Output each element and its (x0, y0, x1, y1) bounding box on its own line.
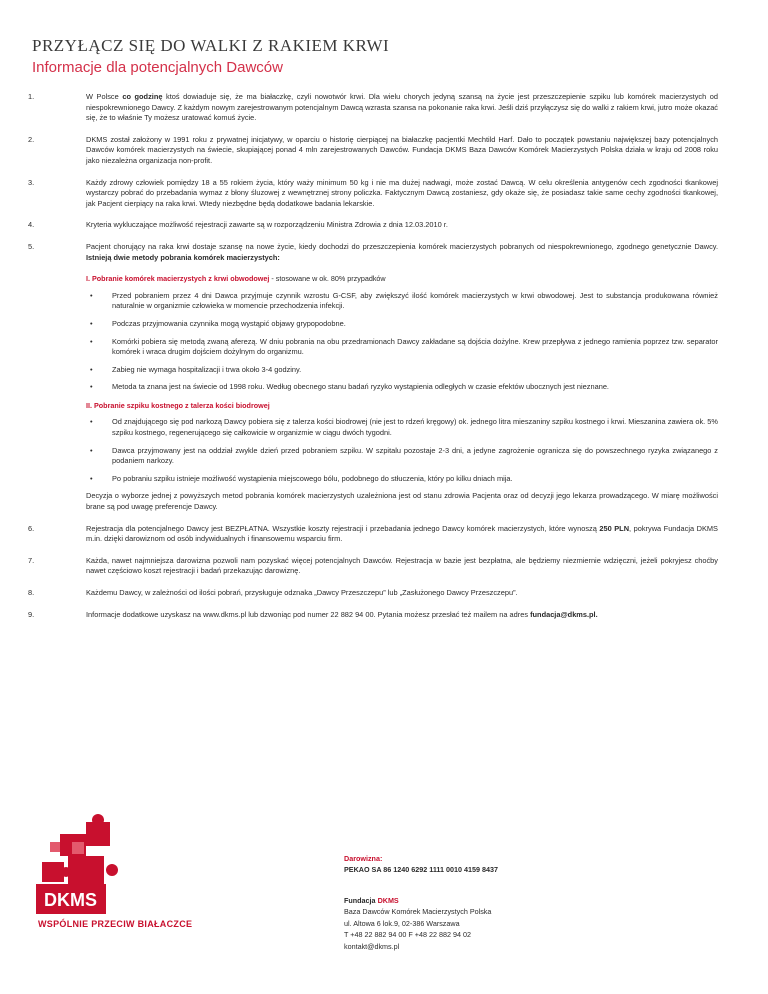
foundation-address: ul. Altowa 6 lok.9, 02-386 Warszawa (344, 918, 460, 928)
foundation-name (344, 895, 664, 906)
method-2-bullets (86, 417, 718, 484)
method-1-title: I. Pobranie komórek macierzystych z krwi obwodowej (86, 274, 270, 284)
bullet-text: Dawca przyjmowany jest na oddział zwykle dzień przed pobraniem szpiku. W szpitalu pozostaje 2-3 dni, a jedyne zagrożenie ogranicza się do powszechnego ryzyka związanego z podaniem narkozy. (112, 445, 718, 466)
list-item (86, 446, 718, 467)
bullet-icon: • (90, 364, 93, 374)
item-text (86, 524, 718, 545)
item-number: 9. (28, 609, 35, 619)
info-list (28, 92, 718, 631)
item-text (86, 135, 718, 167)
page-title: PRZYŁĄCZ SIĘ DO WALKI Z RAKIEM KRWI (32, 36, 390, 55)
logo-text: DKMS (44, 890, 97, 910)
foundation-contact (344, 895, 664, 952)
list-item (86, 319, 718, 330)
bullet-icon: • (90, 290, 93, 300)
text-run: Pacjent chorujący na raka krwi dostaje szansę na nowe życie, kiedy dochodzi do przeszczepienia komórek macierzystych pobranych od niespokrewnionego, zgodnego genetycznie Dawcy. (86, 241, 718, 251)
item-text (86, 178, 718, 210)
list-item (28, 524, 718, 545)
list-item (28, 220, 718, 231)
list-item (86, 474, 718, 485)
slogan: WSPÓLNIE PRZECIW BIAŁACZCE (38, 919, 193, 929)
list-item (86, 365, 718, 376)
list-item (86, 337, 718, 358)
text-run: Każdemu Dawcy, w zależności od ilości pobrań, przysługuje odznaka „Dawcy Przeszczepu” lub „Zasłużonego Dawcy Przeszczepu”. (86, 588, 518, 597)
method-2-heading: II. Pobranie szpiku kostnego z talerza kości biodrowej (86, 400, 270, 410)
bullet-text: Komórki pobiera się metodą zwaną aferezą. W dniu pobrania na obu przedramionach Dawcy zakładane są dojścia dożylne. Krew przepływa z jednego ramienia poprzez tzw. separator komórek i wraca drugim dojściem dożylnym do organizmu. (112, 336, 718, 357)
text-run: Każda, nawet najmniejsza darowizna pozwoli nam pozyskać więcej potencjalnych Dawców. Rejestracja w bazie jest bezpłatna, ale będziemy niezmiernie wdzięczni, jeżeli pokryjesz choćby nawet częściowo koszt rejestracji i badań przekazując darowiznę. (86, 555, 718, 576)
bullet-text: Przed pobraniem przez 4 dni Dawca przyjmuje czynnik wzrostu G-CSF, aby zwiększyć ilość komórek macierzystych w krwi obwodowej. Jest to substancja produkowana również naturalnie w organizmie człowieka w momencie przechodzenia infekcji. (112, 290, 718, 311)
foundation-brand: DKMS (377, 896, 399, 905)
item-text (86, 242, 718, 263)
item-number: 4. (28, 220, 35, 230)
method-1-note: - stosowane w ok. 80% przypadków (269, 274, 386, 284)
item-text (86, 610, 718, 621)
foundation-email[interactable]: kontakt@dkms.pl (344, 941, 400, 951)
item-number: 1. (28, 92, 35, 101)
bullet-text: Metoda ta znana jest na świecie od 1998 roku. Według obecnego stanu badań ryzyko wystąpienia odległych w czasie efektów ubocznych jest nieznane. (112, 382, 609, 392)
item-number: 2. (28, 134, 35, 144)
foundation-prefix: Fundacja (344, 896, 378, 905)
text-run: Kryteria wykluczające możliwość rejestracji zawarte są w rozporządzeniu Ministra Zdrowia z dnia 12.03.2010 r. (86, 220, 448, 230)
text-run: 250 PLN (599, 523, 630, 533)
item-text (86, 220, 718, 231)
list-item (28, 178, 718, 210)
method-1-bullets (86, 291, 718, 393)
list-item (28, 588, 718, 599)
text-run: , pokrywa Fundacja DKMS m.in. dzięki darowiznom od osób indywidualnych i finansowemu wsparciu firm. (86, 523, 718, 544)
bullet-text: Po pobraniu szpiku istnieje możliwość wystąpienia miejscowego bólu, podobnego do stłuczenia, który po kilku dniach mija. (112, 473, 513, 483)
item-number: 5. (28, 241, 35, 251)
bullet-icon: • (90, 382, 93, 392)
text-run: DKMS został założony w 1991 roku z prywatnej inicjatywy, w oparciu o historię cierpiącej na białaczkę pacjentki Mechtild Harf. Dało to początek powstaniu największej bazy potencjalnych Dawców komórek macierzystych na świecie, skupiającej ponad 4 mln zarejestrowanych Dawców. Fundacja DKMS Baza Dawców Komórek Macierzystych Polska działa w kraju od 2008 roku jako niezależna organizacja non-profit. (86, 134, 718, 165)
bullet-icon: • (90, 336, 93, 346)
foundation-phone: T +48 22 882 94 00 F +48 22 882 94 02 (344, 930, 471, 940)
item-number: 3. (28, 177, 35, 187)
text-run: ktoś dowiaduje się, że ma białaczkę, czyli nowotwór krwi. Dla wielu chorych jedyną szansą na życie jest przeszczepienie szpiku lub komórek macierzystych od niespokrewnionego Dawcy. Z każdym nowym zarejestrowanym potencjalnym Dawcą wzrasta szansa na pokonanie raka krwi. Jeśli dziś przyłączysz się do walki z rakiem krwi, jutro może okazać się, że to właśnie Ty możesz uratować komuś życie. (86, 92, 718, 123)
text-run: fundacja@dkms.pl. (530, 609, 598, 619)
list-item (28, 242, 718, 263)
item-text (86, 92, 718, 124)
list-item (28, 135, 718, 167)
item-text (86, 556, 718, 577)
text-run: Istnieją dwie metody pobrania komórek macierzystych: (86, 252, 280, 262)
list-item (28, 556, 718, 577)
donation-label: Darowizna: (344, 854, 383, 863)
text-run: Każdy zdrowy człowiek pomiędzy 18 a 55 rokiem życia, który waży minimum 50 kg i nie ma dużej nadwagi, może zostać Dawcą. W celu określenia antygenów cech zgodności tkankowej wystarczy pobrać do przebadania wymaz z błony śluzowej z wewnętrznej strony policzka. Faktycznym Dawcą zostaniesz, gdy okaże się, że posiadasz takie same cechy zgodności tkankowej, jak Pacjent cierpiący na raka krwi. Wtedy niezbędne będą dodatkowe badania lekarskie. (86, 177, 718, 208)
page-subtitle: Informacje dla potencjalnych Dawców (32, 59, 283, 76)
bullet-text: Zabieg nie wymaga hospitalizacji i trwa około 3-4 godziny. (112, 364, 302, 374)
text-run: W Polsce (86, 92, 123, 101)
bullet-icon: • (90, 318, 93, 328)
method-1-heading (86, 274, 718, 285)
bullet-icon: • (90, 417, 93, 427)
text-run: Informacje dodatkowe uzyskasz na www.dkms.pl lub dzwoniąc pod numer 22 882 94 00. Pytania możesz przesłać też mailem na adres (86, 609, 531, 619)
item-number: 7. (28, 555, 35, 565)
item-number: 8. (28, 588, 35, 597)
list-item (28, 92, 718, 124)
bullet-icon: • (90, 445, 93, 455)
foundation-line: Baza Dawców Komórek Macierzystych Polska (344, 907, 492, 917)
list-item (28, 610, 718, 621)
list-item (28, 266, 718, 513)
list-item (86, 291, 718, 312)
item-text (86, 588, 718, 599)
dkms-logo (32, 812, 192, 922)
bullet-text: Od znajdującego się pod narkozą Dawcy pobiera się z talerza kości biodrowej (nie jest to rdzeń kręgowy) ok. jednego litra mieszaniny szpiku kostnego i krwi. Mieszanina zawiera ok. 5% szpiku kostnego, regenerującego się całkowicie w organizmie w ciągu dwóch tygodni. (112, 417, 718, 438)
list-item (86, 382, 718, 393)
method-decision-note: Decyzja o wyborze jednej z powyższych metod pobrania komórek macierzystych uzależniona jest od stanu zdrowia Pacjenta oraz od decyzji jego lekarza prowadzącego. W miarę możliwości brane są pod uwagę preferencje Dawcy. (86, 491, 718, 512)
item-number: 6. (28, 523, 35, 533)
bank-account: PEKAO SA 86 1240 6292 1111 0010 4159 8437 (344, 865, 498, 874)
text-run: co godzinę (122, 92, 163, 101)
text-run: Rejestracja dla potencjalnego Dawcy jest BEZPŁATNA. Wszystkie koszty rejestracji i przebadania jednego Dawcy komórek macierzystych, które wynoszą (86, 523, 600, 533)
bullet-icon: • (90, 473, 93, 483)
bullet-text: Podczas przyjmowania czynnika mogą wystąpić objawy grypopodobne. (112, 318, 346, 328)
list-item (86, 417, 718, 438)
donation-info (344, 853, 664, 875)
